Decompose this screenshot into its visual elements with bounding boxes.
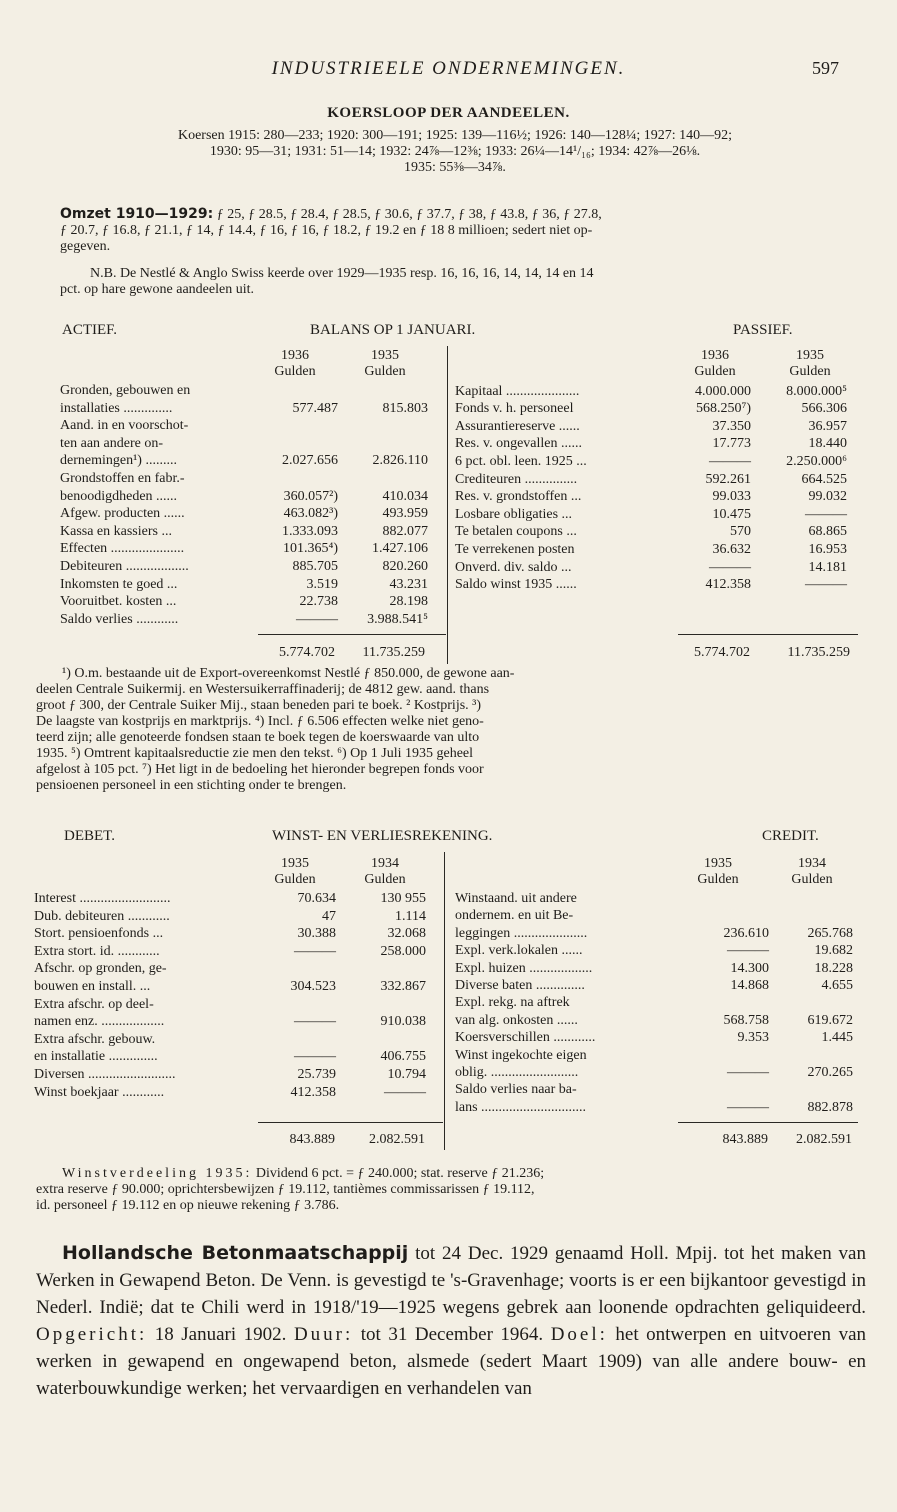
footnote-line: afgelost à 105 pct. ⁷) Het ligt in de bedoeling het hieronder begrepen fonds voor [36,762,484,777]
row-value-col1: 17.773 [712,436,751,452]
row-value-col2: 3.988.541⁵ [367,611,428,627]
row-value-col2: 2.826.110 [372,453,428,469]
row-label: 6 pct. obl. leen. 1925 ... [455,454,587,469]
balans-total-right-1936: 5.774.702 [694,645,750,660]
wv-right-col2-header: 1934 Gulden [791,856,833,887]
table-row [455,1013,855,1029]
row-value-col1: 101.365⁴) [282,541,338,557]
row-value-col2: 32.068 [387,926,426,942]
row-value-col2: 882.878 [807,1099,853,1115]
row-label: van alg. onkosten ...... [455,1012,578,1028]
omzet-line-3: gegeven. [60,239,111,254]
wv-left-rule [258,1122,443,1123]
row-label: Fonds v. h. personeel [455,401,574,417]
row-value-col1: 99.033 [712,489,751,505]
row-value-col1: ——— [294,1014,336,1030]
row-label: leggingen ..................... [455,925,588,941]
row-value-col2: 493.959 [382,506,428,522]
row-label: Extra afschr. op deel- [34,996,154,1012]
row-value-col1: 304.523 [290,979,336,994]
row-label: Winstaand. uit andere [455,891,577,906]
row-label: Expl. verk.lokalen ...... [455,943,583,959]
row-value-col1: 47 [322,908,336,924]
row-label: Interest .......................... [34,891,171,906]
row-label: Afgew. producten ...... [60,506,185,522]
balans-total-right-1935: 11.735.259 [787,645,850,660]
table-row [60,471,440,487]
row-value-col2: 820.260 [382,559,428,574]
row-value-col2: 8.000.000⁵ [786,383,847,399]
table-row [34,997,439,1013]
row-value-col1: ——— [294,943,336,959]
nb-line-1: N.B. De Nestlé & Anglo Swiss keerde over 1929—1935 resp. 16, 16, 16, 14, 14, 14 en 14 [90,266,594,281]
table-row [34,1032,439,1048]
running-header: INDUSTRIEELE ONDERNEMINGEN. [271,58,626,79]
table-row [455,1030,855,1046]
row-label: Crediteuren ............... [455,471,578,487]
table-row [455,961,855,977]
row-label: Kassa en kassiers ... [60,523,172,539]
row-label: installaties .............. [60,400,173,416]
row-value-col1: ——— [727,1065,769,1080]
row-value-col1: 577.487 [292,400,338,416]
footnote-line: ¹) O.m. bestaande uit de Export-overeenkomst Nestlé ƒ 850.000, de gewone aan- [62,666,515,681]
table-row [455,419,855,435]
nb-line-2: pct. op hare gewone aandeelen uit. [60,282,254,297]
row-label: en installatie .............. [34,1049,158,1065]
debet-header: DEBET. [64,828,115,844]
row-value-col1: ——— [709,454,751,469]
balans-left-col2-header: 1935 Gulden [364,348,406,379]
omzet-label: Omzet 1910—1929: [60,206,214,222]
row-label: Diverse baten .............. [455,978,585,993]
row-label: Expl. rekg. na aftrek [455,995,570,1011]
row-label: Expl. huizen .................. [455,960,593,976]
row-value-col1: 568.250⁷) [695,401,751,417]
table-row [60,418,440,434]
row-value-col2: 2.250.000⁶ [786,454,847,469]
company-name: Hollandsche Betonmaatschappij [62,1242,409,1264]
row-label: Debiteuren .................. [60,559,189,574]
wv-total-left-1934: 2.082.591 [369,1132,425,1147]
winstverdeeling-line-2: extra reserve ƒ 90.000; oprichtersbewijzen ƒ 19.112, tantièmes commissarissen ƒ 19.112, [36,1182,535,1197]
row-label: bouwen en install. ... [34,979,151,994]
winstverdeeling-block [36,1166,866,1214]
row-label: namen enz. .................. [34,1014,165,1030]
opgericht-label: Opgericht: [36,1324,148,1345]
row-label: Onverd. div. saldo ... [455,559,572,575]
row-value-col2: 19.682 [814,943,853,959]
row-label: Grondstoffen en fabr.- [60,471,185,486]
table-row [60,541,440,557]
table-row [455,454,855,470]
row-value-col1: 4.000.000 [695,383,751,399]
balans-total-left-1935: 11.735.259 [362,645,425,660]
balans-title: BALANS OP 1 JANUARI. [310,322,476,338]
table-row [34,944,439,960]
winstverdeeling-label: Winstverdeeling 1935: [62,1166,253,1181]
table-row [455,384,855,400]
wv-divider [444,852,445,1150]
table-row [455,560,855,576]
table-row [455,542,855,558]
row-label: Effecten ..................... [60,541,185,557]
row-label: Winst ingekochte eigen [455,1047,587,1063]
table-row [34,979,439,995]
table-row [34,961,439,977]
duur-label: Duur: [293,1324,354,1345]
wv-left-col2-header: 1934 Gulden [364,856,406,887]
table-row [455,891,855,907]
row-label: Saldo verlies ............ [60,611,179,627]
opgericht-value: 18 Januari 1902. [147,1324,294,1345]
row-value-col2: 406.755 [380,1049,426,1065]
row-value-col2: 566.306 [801,401,847,417]
row-label: Res. v. ongevallen ...... [455,436,583,452]
table-row [60,524,440,540]
table-row [60,612,440,628]
row-label: Diversen ......................... [34,1067,176,1082]
row-label: Assurantiereserve ...... [455,418,580,434]
row-value-col2: 258.000 [380,943,426,959]
row-value-col1: ——— [727,943,769,959]
table-row [455,577,855,593]
row-label: Stort. pensioenfonds ... [34,926,164,942]
row-value-col2: 1.114 [395,908,426,924]
balans-total-left-1936: 5.774.702 [279,645,335,660]
row-value-col2: 910.038 [380,1014,426,1030]
table-row [34,1049,439,1065]
wv-total-left-1935: 843.889 [289,1132,335,1147]
row-label: Winst boekjaar ............ [34,1084,165,1100]
row-label: Kapitaal ..................... [455,383,580,399]
table-row [455,489,855,505]
row-value-col2: 1.445 [821,1030,853,1046]
row-label: dernemingen¹) ......... [60,453,177,469]
credit-header: CREDIT. [762,828,819,844]
row-value-col2: 18.440 [808,436,847,452]
row-value-col2: ——— [384,1084,426,1100]
row-value-col1: 360.057²) [283,488,338,504]
row-value-col1: 10.475 [712,506,751,522]
row-label: benoodigdheden ...... [60,488,178,504]
footnote-line: deelen Centrale Suikermij. en Westersuikerraffinaderij; de 4812 gew. aand. thans [36,682,490,697]
table-row [60,401,440,417]
table-row [455,366,855,382]
table-row [34,891,439,907]
row-value-col1: 412.358 [290,1084,336,1100]
table-row [455,1048,855,1064]
row-value-col1: ——— [296,611,338,627]
footnote-line: teerd zijn; alle genoteerde fondsen staan te boek tegen de koerswaarde van ulto [36,730,480,745]
footnote-line: pensioenen personeel in een stichting onder te brengen. [36,778,347,793]
row-value-col1: ——— [294,1049,336,1065]
row-value-col2: 16.953 [808,542,847,557]
winstverdeeling-line-3: id. personeel ƒ 19.112 en op nieuwe rekening ƒ 3.786. [36,1198,340,1213]
balans-divider [447,346,448,664]
table-row [455,401,855,417]
wv-title: WINST- EN VERLIESREKENING. [272,828,493,844]
page-number: 597 [812,58,839,78]
row-value-col2: 882.077 [382,523,428,539]
footnote-line: 1935. ⁵) Omtrent kapitaalsreductie zie men den tekst. ⁶) Op 1 Juli 1935 geheel [36,746,474,761]
row-label: Te betalen coupons ... [455,524,577,540]
duur-value: tot 31 December 1964. [353,1324,551,1345]
balans-right-col1-header: 1936 Gulden [694,348,736,379]
row-value-col1: 236.610 [723,925,769,941]
company-text: tot 24 Dec. 1929 genaamd Holl. Mpij. tot het maken van Werken in Gewapend Beton. De Venn. is gevestigd te 's-Gravenhage; voorts is er een bijkantoor gevestigd in Nederl. Indië; dat te Chili werd in 1918/'19—1925 wegens gebrek aan loonende opdrachten geliquideerd. [36,1243,866,1318]
row-label: Losbare obligaties ... [455,506,573,522]
table-row [60,383,440,399]
table-row [60,594,440,610]
table-row [60,436,440,452]
table-row [455,1065,855,1081]
table-row [455,943,855,959]
row-value-col1: 30.388 [297,926,336,942]
row-label: Dub. debiteuren ............ [34,908,170,924]
row-value-col1: 412.358 [705,577,751,593]
table-row [34,1067,439,1083]
row-label: ten aan andere on- [60,435,163,451]
row-value-col2: 410.034 [382,488,428,504]
company-description [36,1240,866,1402]
table-row [34,1085,439,1101]
balans-left-col1-header: 1936 Gulden [274,348,316,379]
row-value-col2: 332.867 [380,979,426,994]
balans-left-rule [258,634,446,635]
koersen-line-3: 1935: 55⅜—34⅞. [404,160,506,175]
row-value-col2: 14.181 [808,559,847,575]
table-row [455,995,855,1011]
row-value-col1: 570 [730,524,751,540]
table-row [455,524,855,540]
table-row [455,1082,855,1098]
row-label: Vooruitbet. kosten ... [60,594,177,610]
table-row [455,436,855,452]
row-value-col2: 43.231 [389,576,428,592]
row-value-col2: 664.525 [801,471,847,487]
row-value-col2: 10.794 [387,1067,426,1082]
row-label: Extra stort. id. ............ [34,943,160,959]
table-row [60,506,440,522]
table-row [455,507,855,523]
row-label: Koersverschillen ............ [455,1030,596,1046]
row-value-col2: 18.228 [814,960,853,976]
row-label: Afschr. op gronden, ge- [34,961,167,977]
row-value-col1: 22.738 [299,594,338,610]
row-value-col1: 14.868 [730,978,769,993]
table-row [455,926,855,942]
table-row [34,909,439,925]
row-value-col2: 68.865 [808,524,847,540]
row-label: Inkomsten te goed ... [60,576,178,592]
row-value-col1: ——— [709,559,751,575]
row-value-col1: 463.082³) [283,506,338,522]
footnote-line: De laagste van kostprijs en marktprijs. ⁴) Incl. ƒ 6.506 effecten welke niet geno- [36,714,484,729]
table-row [60,489,440,505]
row-value-col1: 568.758 [723,1012,769,1028]
table-row [60,453,440,469]
doel-value: het ontwerpen en uitvoeren van werken in gewapend en ongewapend beton, alsmede (sedert Maart 1909) van alle andere bouw- en waterbouwkundige werken; het vervaardigen en verhandelen van [36,1324,867,1399]
row-label: Res. v. grondstoffen ... [455,489,582,505]
row-value-col1: 14.300 [730,960,769,976]
row-value-col1: 2.027.656 [282,453,338,469]
table-row [455,1100,855,1116]
row-value-col2: ——— [805,506,847,522]
wv-right-rule [678,1122,858,1123]
winstverdeeling-line-1: Dividend 6 pct. = ƒ 240.000; stat. reserve ƒ 21.236; [255,1166,545,1181]
row-value-col1: ——— [727,1099,769,1115]
table-row [60,559,440,575]
row-label: Aand. in en voorschot- [60,418,189,434]
balans-footnotes [36,666,866,794]
row-label: Te verrekenen posten [455,542,575,557]
omzet-line-2: ƒ 20.7, ƒ 16.8, ƒ 21.1, ƒ 14, ƒ 14.4, ƒ 16, ƒ 16, ƒ 18.2, ƒ 19.2 en ƒ 18 8 millioen; sedert niet op- [60,223,593,238]
row-value-col2: 28.198 [389,594,428,610]
row-label: lans .............................. [455,1099,587,1115]
balans-right-col2-header: 1935 Gulden [789,348,831,379]
row-value-col2: ——— [805,577,847,593]
row-label: oblig. ......................... [455,1065,579,1080]
table-row [455,908,855,924]
row-value-col2: 265.768 [807,925,853,941]
koersen-line-2: 1930: 95—31; 1931: 51—14; 1932: 24⅞—12⅜; 1933: 26¼—14¹/₁₆; 1934: 42⅞—26⅛. [209,144,701,159]
row-value-col2: 130 955 [380,891,426,906]
table-row [34,1014,439,1030]
row-value-col1: 37.350 [712,418,751,434]
row-value-col1: 25.739 [297,1067,336,1082]
row-value-col2: 99.032 [808,489,847,505]
doel-label: Doel: [550,1324,608,1345]
row-value-col1: 592.261 [705,471,751,487]
wv-right-col1-header: 1935 Gulden [697,856,739,887]
omzet-block [60,206,850,255]
row-value-col2: 619.672 [807,1012,853,1028]
row-label: Saldo winst 1935 ...... [455,577,577,593]
row-label: Saldo verlies naar ba- [455,1082,577,1098]
row-value-col1: 885.705 [292,559,338,574]
wv-total-right-1935: 843.889 [722,1132,768,1147]
row-value-col2: 270.265 [807,1065,853,1080]
koersen-line-1: Koersen 1915: 280—233; 1920: 300—191; 1925: 139—116½; 1926: 140—128¼; 1927: 140—92; [177,128,733,143]
wv-left-col1-header: 1935 Gulden [274,856,316,887]
wv-total-right-1934: 2.082.591 [796,1132,852,1147]
row-value-col1: 9.353 [737,1030,769,1046]
footnote-line: groot ƒ 300, der Centrale Suiker Mij., staan beneden pari te boek. ² Kostprijs. ³) [36,698,482,713]
table-row [455,472,855,488]
row-label: Gronden, gebouwen en [60,383,191,398]
table-row [34,926,439,942]
table-row [60,577,440,593]
row-value-col1: 3.519 [306,576,338,592]
omzet-line-1: ƒ 25, ƒ 28.5, ƒ 28.4, ƒ 28.5, ƒ 30.6, ƒ 37.7, ƒ 38, ƒ 43.8, ƒ 36, ƒ 27.8, [216,207,602,222]
row-value-col2: 4.655 [821,978,853,993]
row-label: Extra afschr. gebouw. [34,1031,156,1047]
row-value-col1: 70.634 [297,891,336,906]
row-value-col2: 815.803 [382,400,428,416]
passief-header: PASSIEF. [733,322,793,338]
row-label: ondernem. en uit Be- [455,908,574,924]
row-value-col2: 36.957 [808,418,847,434]
row-value-col1: 36.632 [712,542,751,557]
balans-right-rule [678,634,858,635]
actief-header: ACTIEF. [62,322,118,338]
koersloop-title: KOERSLOOP DER AANDEELEN. [327,105,570,121]
table-row [455,978,855,994]
row-value-col2: 1.427.106 [372,541,428,557]
row-value-col1: 1.333.093 [282,523,338,539]
